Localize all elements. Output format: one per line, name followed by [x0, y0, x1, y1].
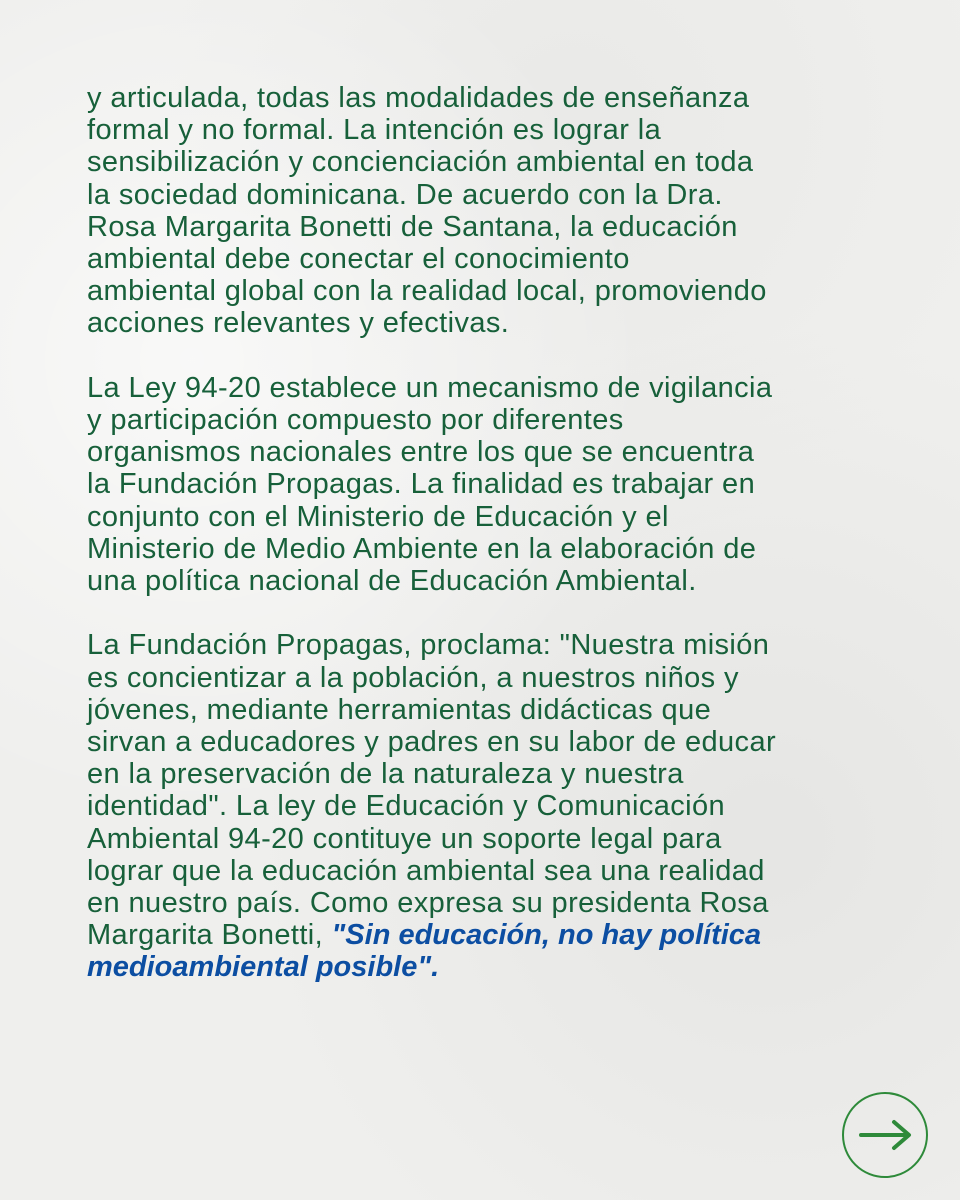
- text-line: formal y no formal. La intención es lograr la: [87, 114, 662, 147]
- text-line: sirvan a educadores y padres en su labor de educar: [87, 726, 777, 759]
- text-line: es concientizar a la población, a nuestros niños y: [87, 661, 739, 694]
- text-line: ambiental global con la realidad local, promoviendo: [87, 275, 767, 308]
- paragraph-2: [87, 372, 907, 597]
- text-line: la sociedad dominicana. De acuerdo con la Dra.: [87, 178, 723, 211]
- text-line: [87, 919, 907, 951]
- paragraph-3: [87, 629, 907, 983]
- text-line: Ministerio de Medio Ambiente en la elaboración de: [87, 532, 757, 565]
- text-line: acciones relevantes y efectivas.: [87, 307, 510, 340]
- text-line: conjunto con el Ministerio de Educación y el: [87, 500, 669, 533]
- highlighted-quote: "Sin educación, no hay política: [331, 919, 762, 952]
- text-line: La Fundación Propagas, proclama: "Nuestra misión: [87, 629, 770, 662]
- article-body: [87, 82, 907, 1016]
- highlighted-quote: medioambiental posible".: [87, 951, 440, 984]
- text-line: y articulada, todas las modalidades de enseñanza: [87, 82, 750, 114]
- text-line: y participación compuesto por diferentes: [87, 404, 624, 437]
- text-line: una política nacional de Educación Ambiental.: [87, 565, 697, 598]
- text-line: sensibilización y concienciación ambiental en toda: [87, 146, 754, 179]
- text-line: ambiental debe conectar el conocimiento: [87, 243, 630, 276]
- text-prefix: Margarita Bonetti,: [87, 919, 332, 952]
- arrow-right-icon: [858, 1118, 914, 1152]
- text-line: Rosa Margarita Bonetti de Santana, la educación: [87, 210, 738, 243]
- paragraph-1: [87, 82, 907, 340]
- text-line: identidad". La ley de Educación y Comunicación: [87, 790, 726, 823]
- text-line: en la preservación de la naturaleza y nuestra: [87, 758, 684, 791]
- next-slide-button[interactable]: [842, 1092, 928, 1178]
- text-line: la Fundación Propagas. La finalidad es trabajar en: [87, 468, 756, 501]
- text-line: lograr que la educación ambiental sea una realidad: [87, 854, 765, 887]
- text-line: La Ley 94-20 establece un mecanismo de vigilancia: [87, 371, 773, 404]
- text-line: jóvenes, mediante herramientas didácticas que: [87, 693, 712, 726]
- text-line: organismos nacionales entre los que se encuentra: [87, 436, 755, 469]
- text-line: en nuestro país. Como expresa su presidenta Rosa: [87, 887, 769, 920]
- text-line: Ambiental 94-20 contituye un soporte legal para: [87, 822, 722, 855]
